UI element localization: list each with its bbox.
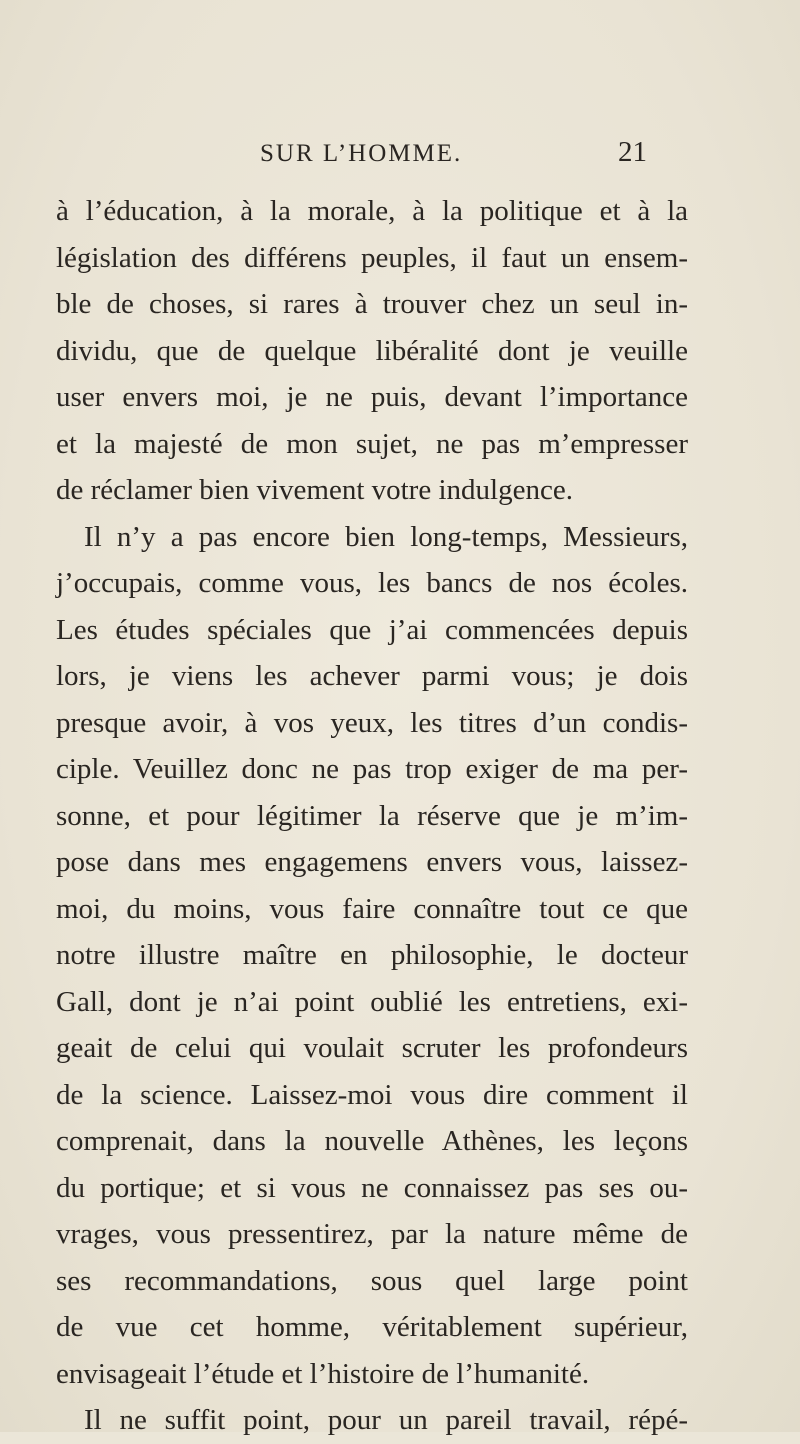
text-line: du portique; et si vous ne connaissez pas ses ou-: [56, 1171, 688, 1204]
text-line: comprenait, dans la nouvelle Athènes, les leçons: [56, 1125, 688, 1157]
running-head: [0, 136, 800, 176]
text-line: notre illustre maître en philosophie, le docteur: [56, 939, 688, 971]
text-line: dividu, que de quelque libéralité dont je veuille: [56, 334, 688, 367]
text-line: j’occupais, comme vous, les bancs de nos écoles.: [56, 567, 688, 599]
paragraph-start-line: Il ne suffit point, pour un pareil travail, répé-: [84, 1404, 688, 1436]
text-line: sonne, et pour légitimer la réserve que je m’im-: [56, 799, 688, 832]
text-line: à l’éducation, à la morale, à la politique et à la: [56, 195, 688, 227]
text-line: et la majesté de mon sujet, ne pas m’empresser: [56, 427, 688, 460]
page-number: 21: [618, 136, 647, 168]
text-line: pose dans mes engagemens envers vous, laissez-: [56, 846, 688, 878]
text-line: geait de celui qui voulait scruter les profondeurs: [56, 1032, 688, 1064]
paragraph-end-line: envisageait l’étude et l’histoire de l’humanité.: [56, 1357, 590, 1390]
text-line: de vue cet homme, véritablement supérieur,: [56, 1311, 688, 1343]
paragraph-end-line: de réclamer bien vivement votre indulgence.: [56, 474, 573, 506]
paragraph-start-line: Il n’y a pas encore bien long-temps, Messieurs,: [84, 520, 688, 553]
running-title: SUR L’HOMME.: [260, 140, 463, 167]
text-line: ses recommandations, sous quel large point: [56, 1264, 688, 1297]
text-line: user envers moi, je ne puis, devant l’importance: [56, 381, 688, 413]
text-line: vrages, vous pressentirez, par la nature même de: [56, 1218, 688, 1250]
text-line: Gall, dont je n’ai point oublié les entretiens, exi-: [56, 985, 688, 1018]
text-line: presque avoir, à vos yeux, les titres d’un condis-: [56, 706, 688, 739]
text-line: Les études spéciales que j’ai commencées depuis: [56, 613, 688, 646]
text-line: lors, je viens les achever parmi vous; je dois: [56, 660, 688, 692]
body-text: [56, 188, 688, 1444]
text-line: législation des différens peuples, il faut un ensem-: [56, 241, 688, 274]
text-line: ble de choses, si rares à trouver chez un seul in-: [56, 288, 688, 320]
text-line: moi, du moins, vous faire connaître tout ce que: [56, 892, 688, 925]
text-line: de la science. Laissez-moi vous dire comment il: [56, 1078, 688, 1111]
text-line: ciple. Veuillez donc ne pas trop exiger de ma per-: [56, 753, 688, 785]
